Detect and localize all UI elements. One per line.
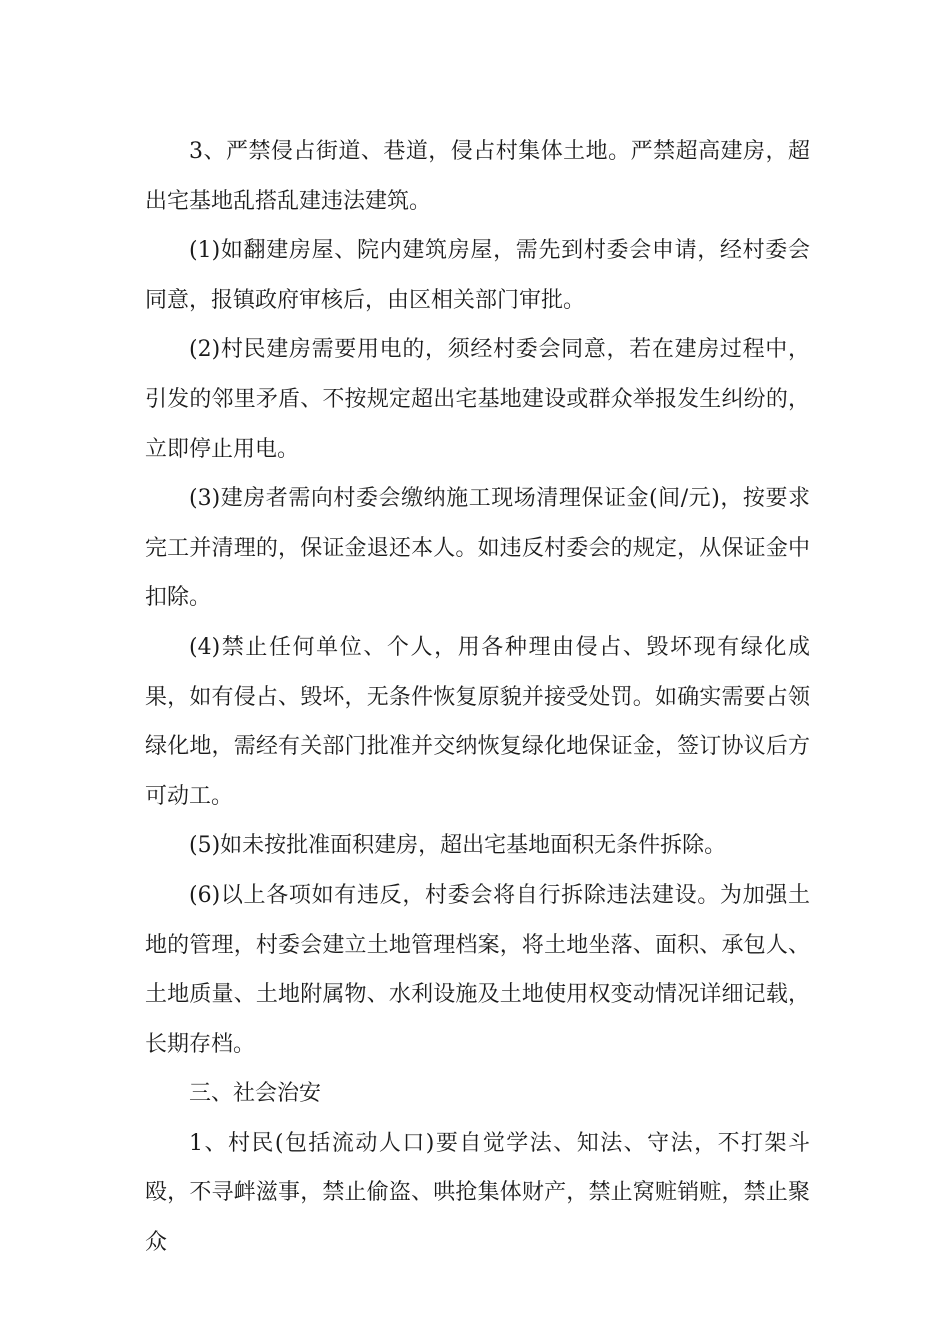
paragraph-sub-6: (6)以上各项如有违反，村委会将自行拆除违法建设。为加强土地的管理，村委会建立土地管理档案，将土地坐落、面积、承包人、土地质量、土地附属物、水利设施及土地使用权变动情况详细记载，长期存档。 bbox=[145, 882, 810, 1057]
paragraph-item-3: 3、严禁侵占街道、巷道，侵占村集体土地。严禁超高建房，超出宅基地乱搭乱建违法建筑。 bbox=[145, 139, 810, 214]
paragraph-sub-1: (1)如翻建房屋、院内建筑房屋，需先到村委会申请，经村委会同意，报镇政府审核后，由区相关部门审批。 bbox=[145, 238, 810, 313]
paragraph-sub-5: (5)如未按批准面积建房，超出宅基地面积无条件拆除。 bbox=[189, 833, 727, 859]
paragraph-sub-2: (2)村民建房需要用电的，须经村委会同意，若在建房过程中，引发的邻里矛盾、不按规定超出宅基地建设或群众举报发生纠纷的，立即停止用电。 bbox=[145, 337, 810, 462]
paragraph-security-item-1: 1、村民(包括流动人口)要自觉学法、知法、守法，不打架斗殴，不寻衅滋事，禁止偷盗、哄抢集体财产，禁止窝赃销赃，禁止聚众 bbox=[145, 1130, 810, 1256]
document-body bbox=[145, 127, 810, 1268]
paragraph-sub-4: (4)禁止任何单位、个人，用各种理由侵占、毁坏现有绿化成果，如有侵占、毁坏，无条件恢复原貌并接受处罚。如确实需要占领绿化地，需经有关部门批准并交纳恢复绿化地保证金，签订协议后方可动工。 bbox=[145, 634, 810, 809]
section-heading-public-security: 三、社会治安 bbox=[189, 1081, 322, 1107]
paragraph-sub-3: (3)建房者需向村委会缴纳施工现场清理保证金(间/元)，按要求完工并清理的，保证金退还本人。如违反村委会的规定，从保证金中扣除。 bbox=[145, 486, 810, 611]
